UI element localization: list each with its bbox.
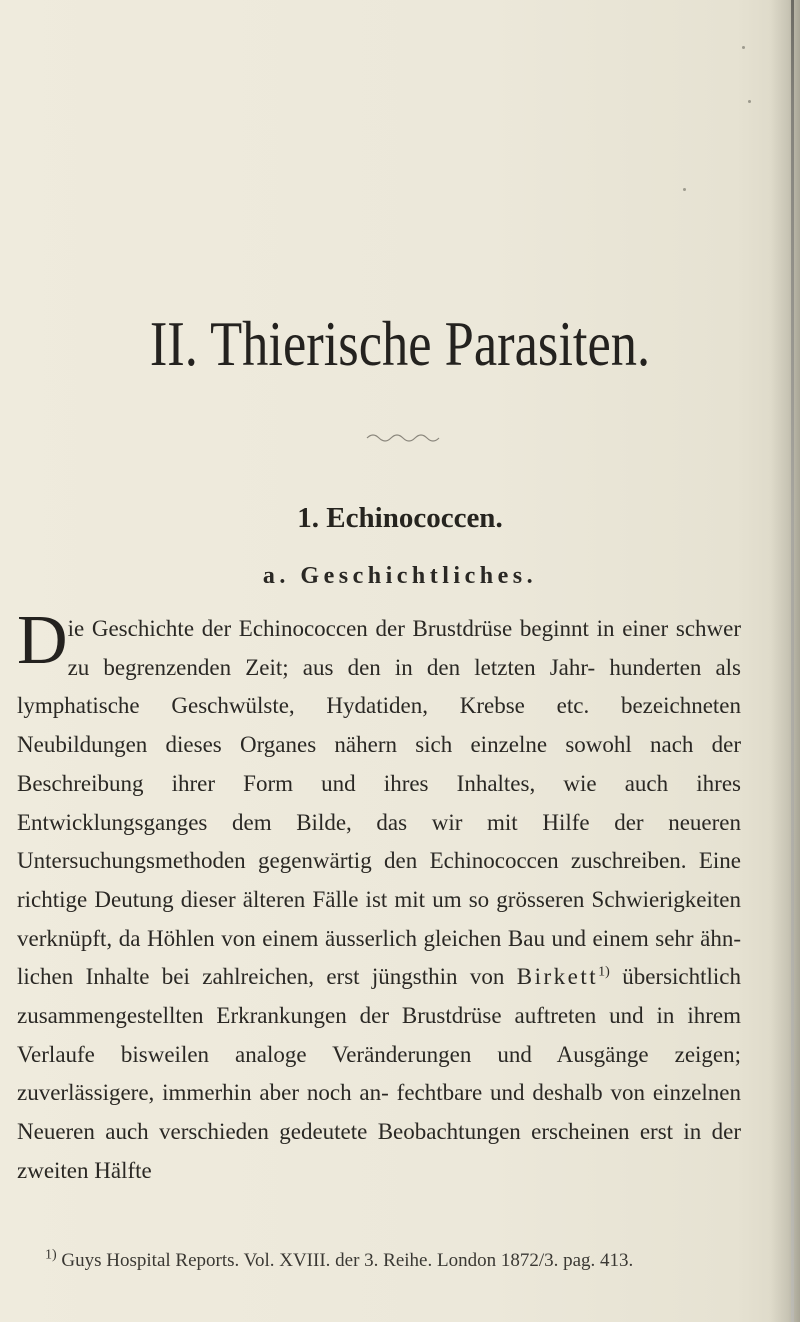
footnote-reference: 1) [598, 964, 610, 980]
text-line: lichen Inhalte bei zahlreichen, erst jüngsthin von [17, 964, 517, 990]
chapter-title: II. Thierische Parasiten. [149, 308, 651, 379]
decorative-flourish [365, 430, 445, 444]
page-edge-shadow [770, 0, 800, 1322]
paper-speck [683, 188, 686, 191]
text-line: Hilfe der neueren Untersuchungsmethoden gegenwärtig den [17, 809, 741, 874]
text-line: Echinococcen zuschreiben. Eine richtige Deutung dieser älteren [17, 848, 741, 912]
text-line: hunderten als lymphatische Geschwülste, Hydatiden, Krebse etc. [17, 654, 742, 719]
text-line: gedeutete Beobachtungen erscheinen erst in der zweiten Hälfte [17, 1119, 742, 1183]
text-line: auftreten und in ihrem Verlaufe bisweilen analoge Veränderungen [17, 1003, 741, 1067]
text-line: wie auch ihres Entwicklungsganges dem Bilde, das wir mit [17, 770, 741, 835]
text-line: bezeichneten Neubildungen dieses Organes nähern sich einzelne [17, 693, 741, 758]
footnote [17, 1247, 741, 1274]
body-paragraph [17, 602, 742, 1191]
section-title: 1. Echinococcen. [297, 502, 503, 534]
author-name: Birkett [516, 964, 599, 990]
text-line: Fälle ist mit um so grösseren Schwierigkeiten verknüpft, da [17, 886, 742, 951]
subsection-title: a. Geschichtliches. [262, 563, 538, 589]
footnote-text: Guys Hospital Reports. Vol. XVIII. der 3. Reihe. London 1872/3. pag. 413. [61, 1250, 634, 1271]
footnote-marker: 1) [45, 1247, 57, 1263]
paper-speck [742, 46, 745, 49]
drop-cap: D [17, 602, 68, 679]
page-edge-line [791, 0, 794, 1322]
text-line: ie Geschichte der Echinococcen der Brustdrüse beginnt in [67, 616, 615, 641]
text-line: fechtbare und deshalb von einzelnen Neueren auch verschieden [17, 1080, 741, 1145]
paper-speck [748, 100, 751, 103]
text-line: einer schwer zu begrenzenden Zeit; aus den in den letzten Jahr- [67, 616, 742, 680]
text-line: übersichtlich zusammengestellten Erkrankungen der Brustdrüse [17, 964, 742, 1029]
text-line: Höhlen von einem äusserlich gleichen Bau und einem sehr ähn- [146, 925, 741, 951]
text-line: sowohl nach der Beschreibung ihrer Form und ihres Inhaltes, [17, 732, 742, 796]
text-line: und Ausgänge zeigen; zuverlässigere, immerhin aber noch an- [17, 1041, 742, 1106]
